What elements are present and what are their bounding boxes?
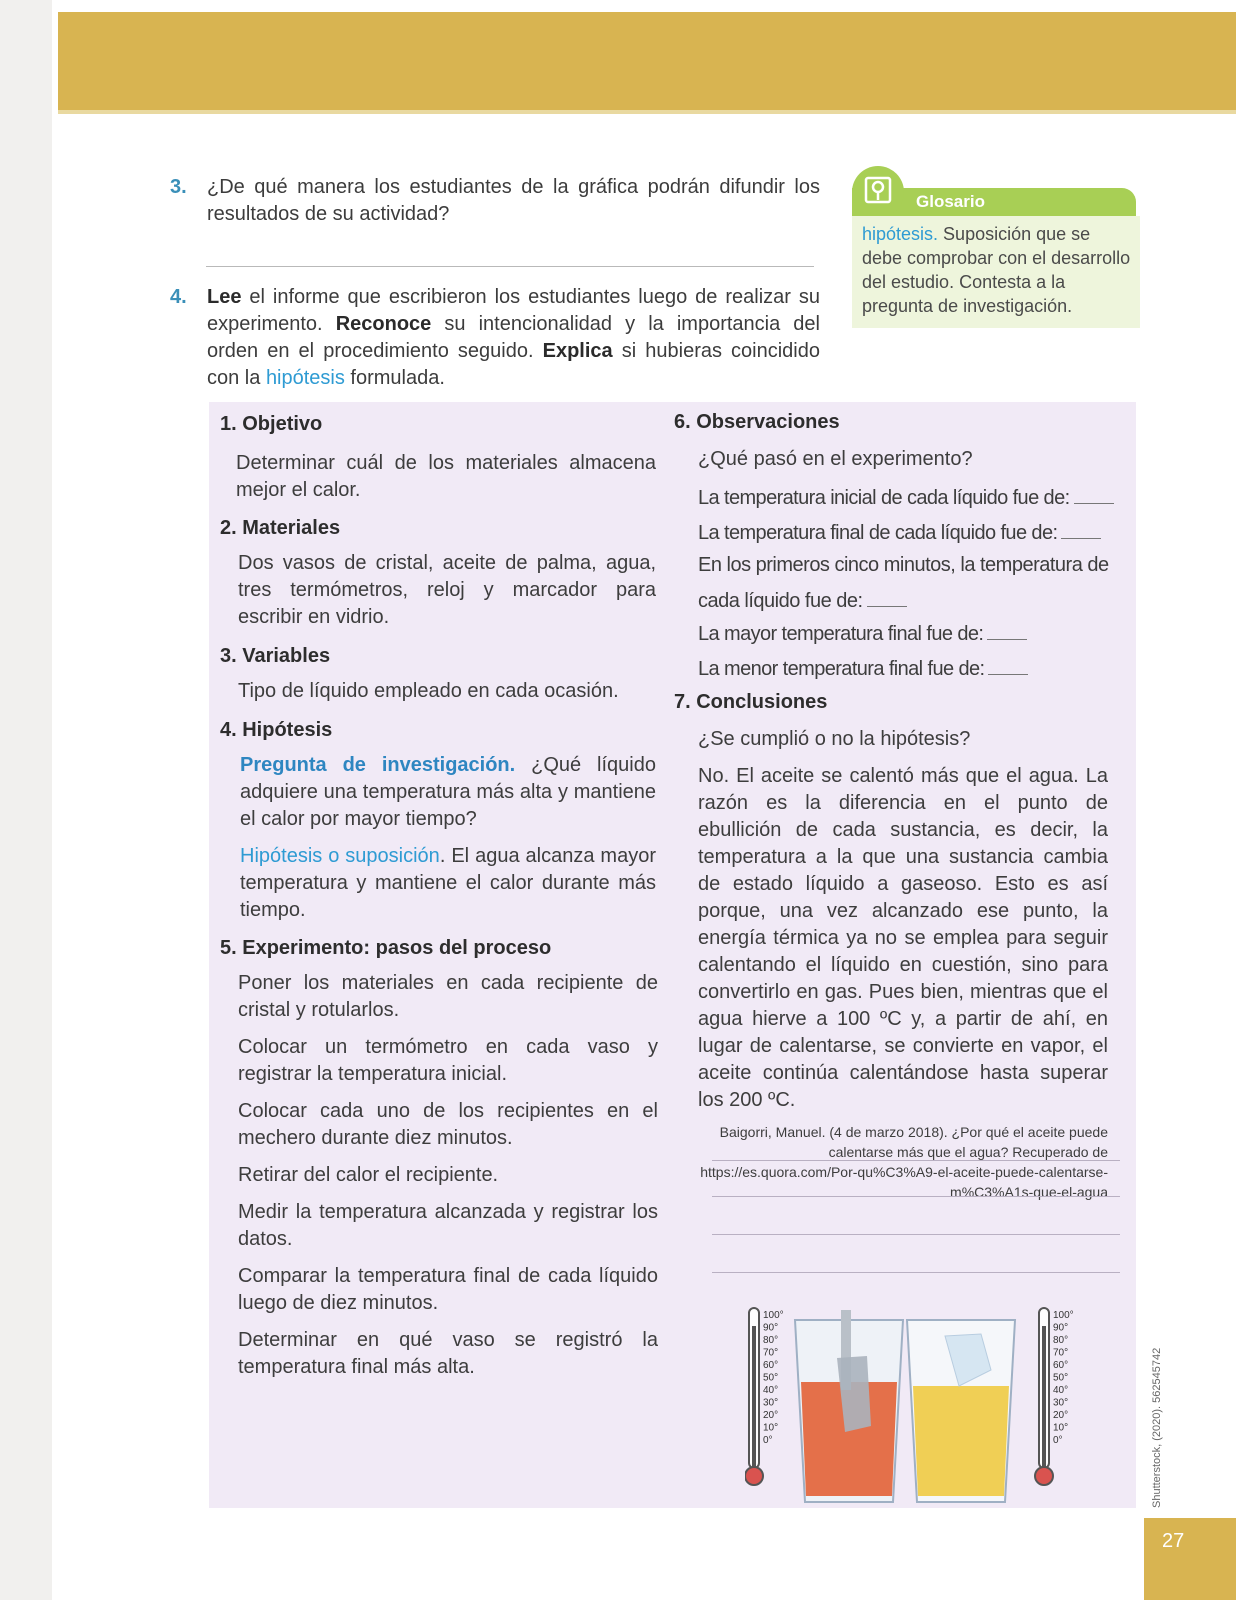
answer-line-question-3[interactable] <box>206 266 814 267</box>
scale-tick-label: 70° <box>1053 1347 1069 1359</box>
section-conclusiones <box>674 688 1118 1202</box>
observation-text: La menor temperatura final fue de: <box>698 658 985 680</box>
scale-tick-label: 30° <box>1053 1397 1069 1409</box>
experiment-illustration <box>745 1306 1115 1506</box>
section-hipotesis <box>220 716 656 924</box>
step-item: Colocar cada uno de los recipientes en el mechero durante diez minutos. <box>238 1100 658 1149</box>
question-3 <box>170 174 820 228</box>
section-title: 6. Observaciones <box>674 411 840 433</box>
scale-tick-label: 60° <box>763 1360 779 1371</box>
section-text: Dos vasos de cristal, aceite de palma, agua, tres termómetros, reloj y marcador para escribir en vidrio. <box>238 552 656 628</box>
section-title: 2. Materiales <box>220 517 341 539</box>
oil-glass-icon <box>795 1310 903 1502</box>
thermometer-right-scale <box>1053 1310 1074 1446</box>
observation-item <box>698 485 1118 512</box>
scale-tick-label: 50° <box>1053 1372 1069 1384</box>
fill-blank[interactable] <box>1061 538 1101 539</box>
hypothesis-text: . El agua alcanza mayor temperatura y mantiene el calor durante más tiempo. <box>240 845 656 921</box>
writing-line[interactable] <box>712 1160 1120 1161</box>
thermometer-right-icon <box>1035 1308 1053 1485</box>
scale-tick-label: 0° <box>763 1435 773 1446</box>
section-objetivo <box>220 410 656 504</box>
section-observaciones <box>674 408 1118 683</box>
glossary-term: hipótesis. <box>862 224 939 244</box>
verb-lee: Lee <box>207 286 242 308</box>
page-number-tab <box>1144 1518 1236 1600</box>
section-experimento <box>220 934 658 1381</box>
step-item: Poner los materiales en cada recipiente de cristal y rotularlos. <box>238 972 658 1021</box>
scale-tick-label: 100° <box>1053 1310 1074 1321</box>
verb-explica: Explica <box>542 340 613 362</box>
conclusion-text: No. El aceite se calentó más que el agua. La razón es la diferencia en el punto de ebullición de cada sustancia, es decir, la temperatura a la que una sustancia cambia de estado líquido a gaseoso. Esto es así porque, una vez alcanzado ese punto, la energía térmica ya no se emplea para seguir calentando el líquido en cuestión, sino para convertirlo en gas. Pues bien, mientras que el agua hierve a 100 ºC y, a partir de ahí, en lugar de calentarse, se convierte en vapor, el aceite continúa calentándose hasta superar los 200 ºC. <box>698 765 1108 1111</box>
scale-tick-label: 20° <box>1053 1410 1069 1421</box>
scale-tick-label: 60° <box>1053 1360 1069 1371</box>
section-text: Tipo de líquido empleado en cada ocasión. <box>238 680 619 702</box>
observation-item <box>698 656 1118 683</box>
writing-line[interactable] <box>712 1234 1120 1235</box>
scale-tick-label: 90° <box>763 1322 779 1334</box>
observation-text: La temperatura final de cada líquido fue de: <box>698 522 1058 544</box>
glossary-term-link: hipótesis <box>265 367 345 389</box>
glossary-title: Glosario <box>916 192 985 211</box>
header-band-edge <box>58 110 1236 114</box>
scale-tick-label: 50° <box>763 1372 779 1384</box>
section-materiales <box>220 514 656 631</box>
section-title: 4. Hipótesis <box>220 719 333 741</box>
section-title: 7. Conclusiones <box>674 691 828 713</box>
scale-tick-label: 70° <box>763 1347 779 1359</box>
step-item: Determinar en qué vaso se registró la temperatura final más alta. <box>238 1329 658 1378</box>
section-title: 1. Objetivo <box>220 413 323 435</box>
q4-text-2: su intencionalidad y la importancia del orden en el procedimiento seguido. <box>207 313 820 362</box>
observation-item <box>698 547 1118 619</box>
scale-tick-label: 40° <box>763 1385 779 1396</box>
fill-blank[interactable] <box>987 639 1027 640</box>
fill-blank[interactable] <box>867 606 907 607</box>
step-item: Comparar la temperatura final de cada líquido luego de diez minutos. <box>238 1265 658 1314</box>
section-title: 3. Variables <box>220 645 331 667</box>
section-text: Determinar cuál de los materiales almacena mejor el calor. <box>236 452 656 501</box>
q4-text-4: formulada. <box>344 367 445 389</box>
writing-line[interactable] <box>712 1196 1120 1197</box>
question-3-number: 3. <box>170 176 187 198</box>
water-glass-icon <box>907 1320 1015 1502</box>
question-4 <box>170 284 820 392</box>
research-question-text: ¿Qué líquido adquiere una temperatura más alta y mantiene el calor por mayor tiempo? <box>240 754 656 830</box>
fill-blank[interactable] <box>1074 503 1114 504</box>
research-question-label: Pregunta de investigación. <box>240 754 516 776</box>
question-4-number: 4. <box>170 286 187 308</box>
thermometer-left-icon <box>745 1308 763 1485</box>
page-number: 27 <box>1162 1530 1185 1552</box>
observation-item <box>698 520 1118 547</box>
step-item: Medir la temperatura alcanzada y registrar los datos. <box>238 1201 658 1250</box>
hypothesis-label: Hipótesis o suposición <box>240 845 440 867</box>
observation-item <box>698 621 1118 648</box>
page-gutter <box>0 0 52 1600</box>
scale-tick-label: 10° <box>1053 1422 1069 1434</box>
observation-text: La temperatura inicial de cada líquido fue de: <box>698 487 1070 509</box>
fill-blank[interactable] <box>988 674 1028 675</box>
observation-text: La mayor temperatura final fue de: <box>698 623 984 645</box>
citation: Baigorri, Manuel. (4 de marzo 2018). ¿Por qué el aceite puede calentarse más que el agua? Recuperado de https://es.quora.com/Por-qu%C3%A9-el-aceite-puede-calentarse-m%C3%A1s-que-el-agua <box>700 1124 1108 1200</box>
scale-tick-label: 10° <box>763 1422 779 1434</box>
scale-tick-label: 20° <box>763 1410 779 1421</box>
thermometer-left-scale <box>763 1310 784 1446</box>
writing-line[interactable] <box>712 1272 1120 1273</box>
question-3-text: ¿De qué manera los estudiantes de la gráfica podrán difundir los resultados de su actividad? <box>207 176 820 225</box>
research-question <box>240 752 656 833</box>
hypothesis-statement <box>240 843 656 924</box>
image-credit: Shutterstock, (2020). 562545742 <box>1151 1347 1163 1508</box>
glossary-entry <box>852 216 1140 328</box>
scale-tick-label: 0° <box>1053 1435 1063 1446</box>
scale-tick-label: 40° <box>1053 1385 1069 1396</box>
question-4-text <box>207 284 820 392</box>
q4-text-3: si hubieras coincidido con la <box>207 340 820 389</box>
scale-tick-label: 100° <box>763 1310 784 1321</box>
scale-tick-label: 80° <box>763 1335 779 1346</box>
section-variables <box>220 642 656 705</box>
glossary-book-icon <box>852 166 904 218</box>
scale-tick-label: 80° <box>1053 1335 1069 1346</box>
verb-reconoce: Reconoce <box>335 313 432 335</box>
step-item: Retirar del calor el recipiente. <box>238 1164 499 1186</box>
header-band <box>58 12 1236 112</box>
observation-text: En los primeros cinco minutos, la temperatura de cada líquido fue de: <box>698 554 1109 612</box>
scale-tick-label: 90° <box>1053 1322 1069 1334</box>
step-item: Colocar un termómetro en cada vaso y registrar la temperatura inicial. <box>238 1036 658 1085</box>
scale-tick-label: 30° <box>763 1397 779 1409</box>
glossary-box <box>852 166 1136 326</box>
section-title: 5. Experimento: pasos del proceso <box>220 937 552 959</box>
glossary-definition: Suposición que se debe comprobar con el desarrollo del estudio. Contesta a la pregunta de investigación. <box>862 224 1131 316</box>
q4-text-1: el informe que escribieron los estudiantes luego de realizar su experimento. <box>207 286 820 335</box>
section-question: ¿Qué pasó en el experimento? <box>698 448 973 470</box>
section-question: ¿Se cumplió o no la hipótesis? <box>698 728 971 750</box>
